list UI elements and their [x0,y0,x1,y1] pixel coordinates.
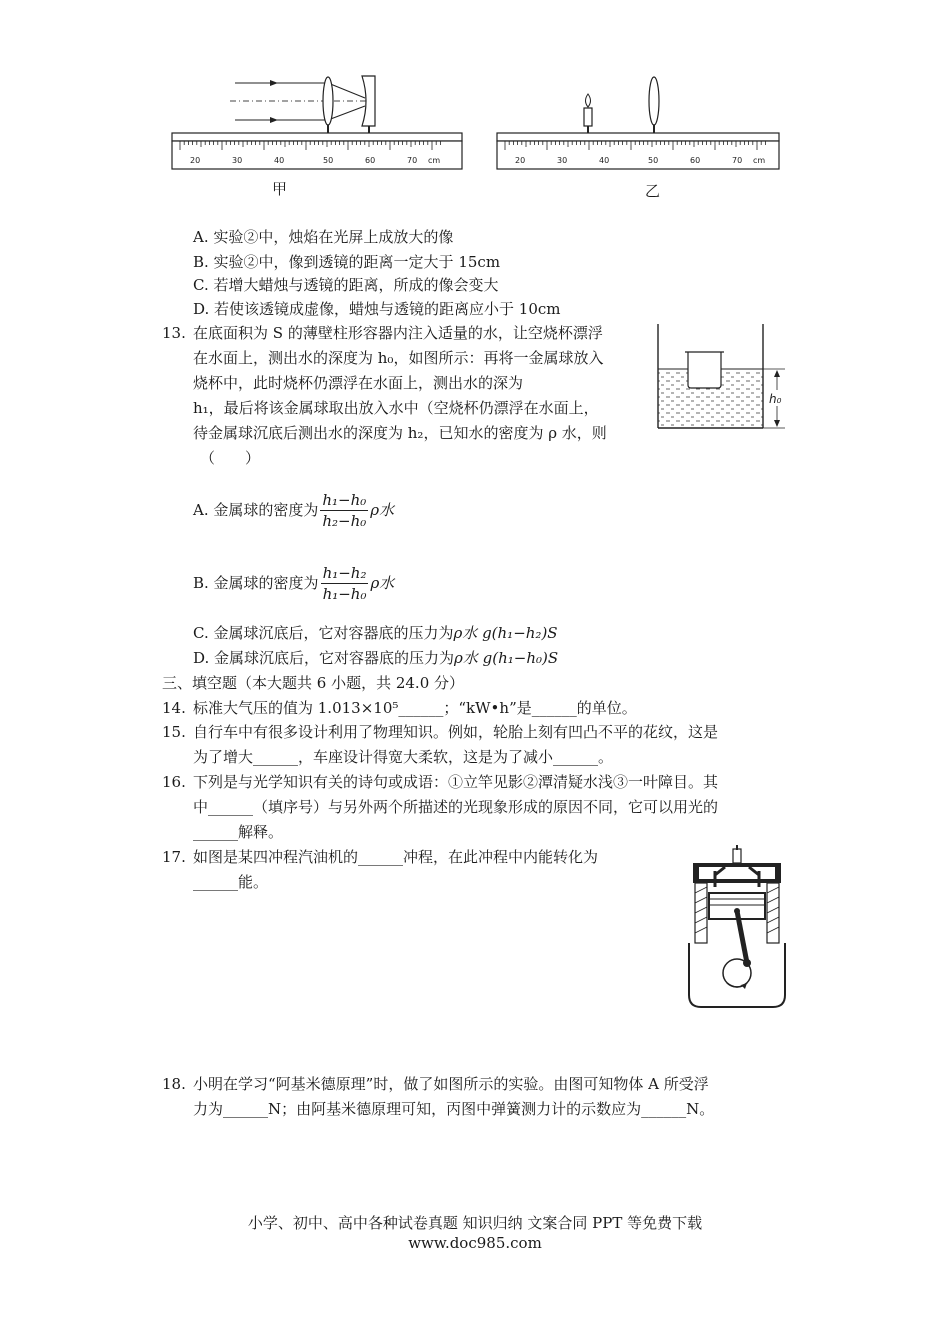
svg-text:40: 40 [599,156,610,165]
q14-text: 标准大气压的值为 1.013×10⁵______；“kW•h”是______的单位。 [193,699,637,717]
q13-line: h₁，最后将该金属球取出放入水中（空烧杯仍漂浮在水面上， [193,399,599,417]
q18-line: 小明在学习“阿基米德原理”时，做了如图所示的实验。由图可知物体 A 所受浮 [193,1075,709,1093]
figure-jia-caption: 甲 [272,180,288,198]
q15-line: 为了增大______，车座设计得宽大柔软，这是为了减小______。 [193,748,614,766]
q17-line: 如图是某四冲程汽油机的______冲程，在此冲程中内能转化为 [193,848,599,866]
q13-line: 在水面上，测出水的深度为 h₀，如图所示：再将一金属球放入 [193,349,604,367]
svg-text:50: 50 [648,156,659,165]
svg-text:60: 60 [365,156,376,165]
q12-option-c: C. 若增大蜡烛与透镜的距离，所成的像会变大 [193,276,499,294]
q16-line: 中______（填序号）与另外两个所描述的光现象形成的原因不同，它可以用光的 [193,798,719,816]
figure-container [655,322,795,434]
q12-option-d: D. 若使该透镜成虚像，蜡烛与透镜的距离应小于 10cm [193,300,561,318]
figure-jia [170,70,470,175]
footer-line: 小学、初中、高中各种试卷真题 知识归纳 文案合同 PPT 等免费下载 [247,1214,703,1232]
q17-line: ______能。 [193,873,269,891]
q16-number: 16. [162,773,186,791]
q12-option-b: B. 实验②中，像到透镜的距离一定大于 15cm [193,253,501,271]
q13-line: 烧杯中，此时烧杯仍漂浮在水面上，测出水的深为 [193,374,524,392]
q14-number: 14. [162,699,186,717]
q13-option-c: C. 金属球沉底后，它对容器底的压力为ρ水 g(h₁−h₂)S [193,624,558,642]
q13-line: 待金属球沉底后测出水的深度为 h₂，已知水的密度为 ρ 水，则 [193,424,607,442]
svg-text:50: 50 [323,156,334,165]
svg-text:40: 40 [274,156,285,165]
svg-text:30: 30 [232,156,243,165]
svg-text:60: 60 [690,156,701,165]
svg-text:20: 20 [515,156,526,165]
q13-line: （ ） [200,449,261,467]
q13-number: 13. [162,324,186,342]
q16-line: ______解释。 [193,823,284,841]
footer-website: www.doc985.com [408,1234,542,1252]
q18-number: 18. [162,1075,186,1093]
q15-line: 自行车中有很多设计利用了物理知识。例如，轮胎上刻有凹凸不平的花纹，这是 [193,723,719,741]
h0-label: h₀ [769,392,782,406]
q16-line: 下列是与光学知识有关的诗句或成语：①立竿见影②潭清疑水浅③一叶障目。其 [193,773,719,791]
figure-engine [685,845,790,1010]
q12-option-a: A. 实验②中，烛焰在光屏上成放大的像 [193,228,454,246]
svg-text:cm: cm [428,156,441,165]
svg-text:70: 70 [407,156,418,165]
q13-option-d: D. 金属球沉底后，它对容器底的压力为ρ水 g(h₁−h₀)S [193,649,559,667]
q13-option-b: B. 金属球的密度为 $\frac{\text{h₁−h₂}}{\text{h₁−h₀}}$ ρ水 [193,563,395,603]
fraction: $\frac{\text{h₁−h₀}}{\text{h₂−h₀}}$ [322,490,367,530]
q18-line: 力为______N；由阿基米德原理可知，丙图中弹簧测力计的示数应为______N。 [193,1100,715,1118]
svg-text:70: 70 [732,156,743,165]
section-heading: 三、填空题（本大题共 6 小题，共 24.0 分） [162,674,465,692]
q17-number: 17. [162,848,186,866]
q13-option-a: A. 金属球的密度为 $\frac{\text{h₁−h₀}}{\text{h₂−h₀}}$ ρ水 [193,490,395,530]
fraction: $\frac{\text{h₁−h₂}}{\text{h₁−h₀}}$ [322,563,367,603]
q15-number: 15. [162,723,186,741]
figure-yi-caption: 乙 [645,182,661,200]
q13-line: 在底面积为 S 的薄壁柱形容器内注入适量的水，让空烧杯漂浮 [193,324,603,342]
svg-text:cm: cm [753,156,766,165]
svg-text:20: 20 [190,156,201,165]
svg-text:30: 30 [557,156,568,165]
figure-yi [495,70,795,175]
